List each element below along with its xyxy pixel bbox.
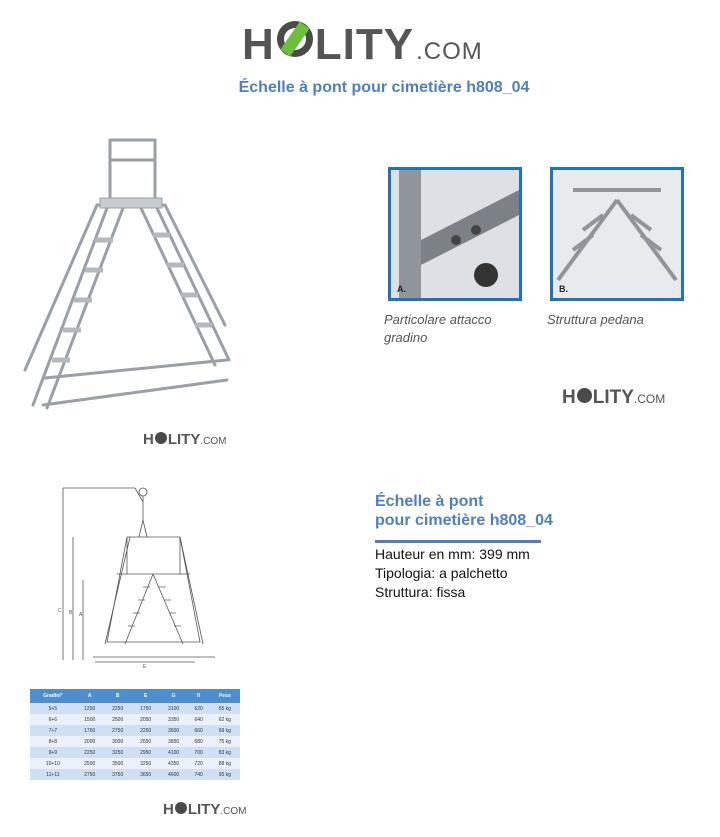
- table-cell: 2250: [76, 747, 104, 758]
- product-name-line1: Échelle à pont: [375, 493, 484, 510]
- table-cell: 2000: [76, 736, 104, 747]
- table-cell: 3250: [104, 747, 132, 758]
- brand-letter-h: H: [143, 431, 154, 448]
- table-row: [30, 736, 240, 747]
- spec-type: Tipologia: a palchetto: [375, 565, 508, 581]
- table-cell: 7+7: [30, 725, 76, 736]
- brand-logo: [242, 20, 483, 70]
- brand-suffix: .COM: [633, 392, 666, 406]
- table-cell: 10+10: [30, 758, 76, 769]
- table-cell: 680: [188, 736, 210, 747]
- technical-drawing: [55, 482, 225, 672]
- table-cell: 2050: [132, 714, 160, 725]
- page-title: Échelle à pont pour cimetière h808_04: [238, 79, 530, 96]
- table-cell: 3100: [160, 703, 188, 714]
- table-cell: 2750: [76, 769, 104, 780]
- detail-letter-b: B.: [559, 284, 568, 294]
- table-cell: 55 kg: [210, 703, 240, 714]
- spec-structure: Struttura: fissa: [375, 584, 466, 600]
- table-cell: 2500: [104, 714, 132, 725]
- table-row: [30, 758, 240, 769]
- table-cell: 1750: [132, 703, 160, 714]
- table-cell: 2250: [104, 703, 132, 714]
- dim-label-a: A: [79, 612, 83, 618]
- table-header: E: [132, 689, 160, 703]
- brand-letters: LITY: [167, 431, 201, 448]
- table-header: Peso: [210, 689, 240, 703]
- dim-label-b: B: [69, 610, 73, 616]
- table-cell: 62 kg: [210, 714, 240, 725]
- table-cell: 1500: [76, 714, 104, 725]
- brand-logo-small-1: [143, 431, 226, 448]
- detail-caption-a: Particolare attacco gradino: [384, 312, 492, 345]
- logo-o-icon: [175, 802, 187, 814]
- table-cell: 720: [188, 758, 210, 769]
- dim-label-e: E: [143, 664, 147, 670]
- table-cell: 83 kg: [210, 747, 240, 758]
- table-cell: 1750: [76, 725, 104, 736]
- detail-image-a: [388, 167, 522, 301]
- detail-caption-b: Struttura pedana: [547, 312, 644, 327]
- table-cell: 2750: [104, 725, 132, 736]
- table-header: Gradini*: [30, 689, 76, 703]
- dim-label-c: C: [58, 608, 62, 614]
- table-cell: 700: [188, 747, 210, 758]
- brand-letter-h: H: [562, 387, 576, 408]
- table-row: [30, 703, 240, 714]
- table-cell: 2500: [76, 758, 104, 769]
- logo-o-icon: [577, 388, 592, 403]
- table-cell: 740: [188, 769, 210, 780]
- table-cell: 3600: [160, 725, 188, 736]
- table-header: G: [160, 689, 188, 703]
- table-cell: 4350: [160, 758, 188, 769]
- brand-suffix: .COM: [416, 38, 483, 65]
- table-header: H: [188, 689, 210, 703]
- dimension-table: [30, 689, 240, 780]
- table-header: A: [76, 689, 104, 703]
- brand-letter-h: H: [242, 20, 275, 69]
- table-cell: 2650: [132, 736, 160, 747]
- brand-letters: LITY: [592, 387, 634, 408]
- product-name-line2: pour cimetière h808_04: [375, 512, 553, 529]
- logo-o-icon: [155, 432, 167, 444]
- table-cell: 4600: [160, 769, 188, 780]
- table-row: [30, 769, 240, 780]
- table-header-row: [30, 689, 240, 703]
- brand-letter-h: H: [163, 801, 174, 818]
- brand-suffix: .COM: [220, 806, 247, 817]
- table-cell: 88 kg: [210, 758, 240, 769]
- spec-height: Hauteur en mm: 399 mm: [375, 546, 530, 562]
- table-cell: 4100: [160, 747, 188, 758]
- table-cell: 3500: [104, 758, 132, 769]
- table-body: [30, 703, 240, 780]
- table-cell: 640: [188, 714, 210, 725]
- brand-letters: LITY: [187, 801, 221, 818]
- table-cell: 3250: [132, 758, 160, 769]
- detail-a-illustration: [391, 170, 519, 298]
- logo-o-icon: [277, 21, 313, 57]
- table-cell: 6+6: [30, 714, 76, 725]
- table-cell: 69 kg: [210, 725, 240, 736]
- table-cell: 11+11: [30, 769, 76, 780]
- table-cell: 5+5: [30, 703, 76, 714]
- table-row: [30, 714, 240, 725]
- table-cell: 660: [188, 725, 210, 736]
- table-cell: 2250: [132, 725, 160, 736]
- detail-image-b: [550, 167, 684, 301]
- table-cell: 620: [188, 703, 210, 714]
- table-cell: 3750: [104, 769, 132, 780]
- detail-letter-a: A.: [397, 284, 406, 294]
- table-cell: 3350: [160, 714, 188, 725]
- table-cell: 8+8: [30, 736, 76, 747]
- table-cell: 2950: [132, 747, 160, 758]
- brand-suffix: .COM: [200, 436, 227, 447]
- table-cell: 3650: [132, 769, 160, 780]
- table-cell: 1250: [76, 703, 104, 714]
- separator: [375, 540, 541, 543]
- table-cell: 3000: [104, 736, 132, 747]
- detail-b-illustration: [553, 170, 681, 298]
- ladder-photo: [15, 130, 240, 430]
- table-cell: 75 kg: [210, 736, 240, 747]
- table-row: [30, 725, 240, 736]
- table-cell: 9+9: [30, 747, 76, 758]
- table-row: [30, 747, 240, 758]
- table-cell: 3850: [160, 736, 188, 747]
- brand-logo-small-2: [562, 387, 665, 409]
- brand-logo-small-3: [163, 801, 246, 818]
- product-name: [375, 492, 615, 530]
- table-header: B: [104, 689, 132, 703]
- brand-letters: LITY: [314, 20, 415, 69]
- table-cell: 95 kg: [210, 769, 240, 780]
